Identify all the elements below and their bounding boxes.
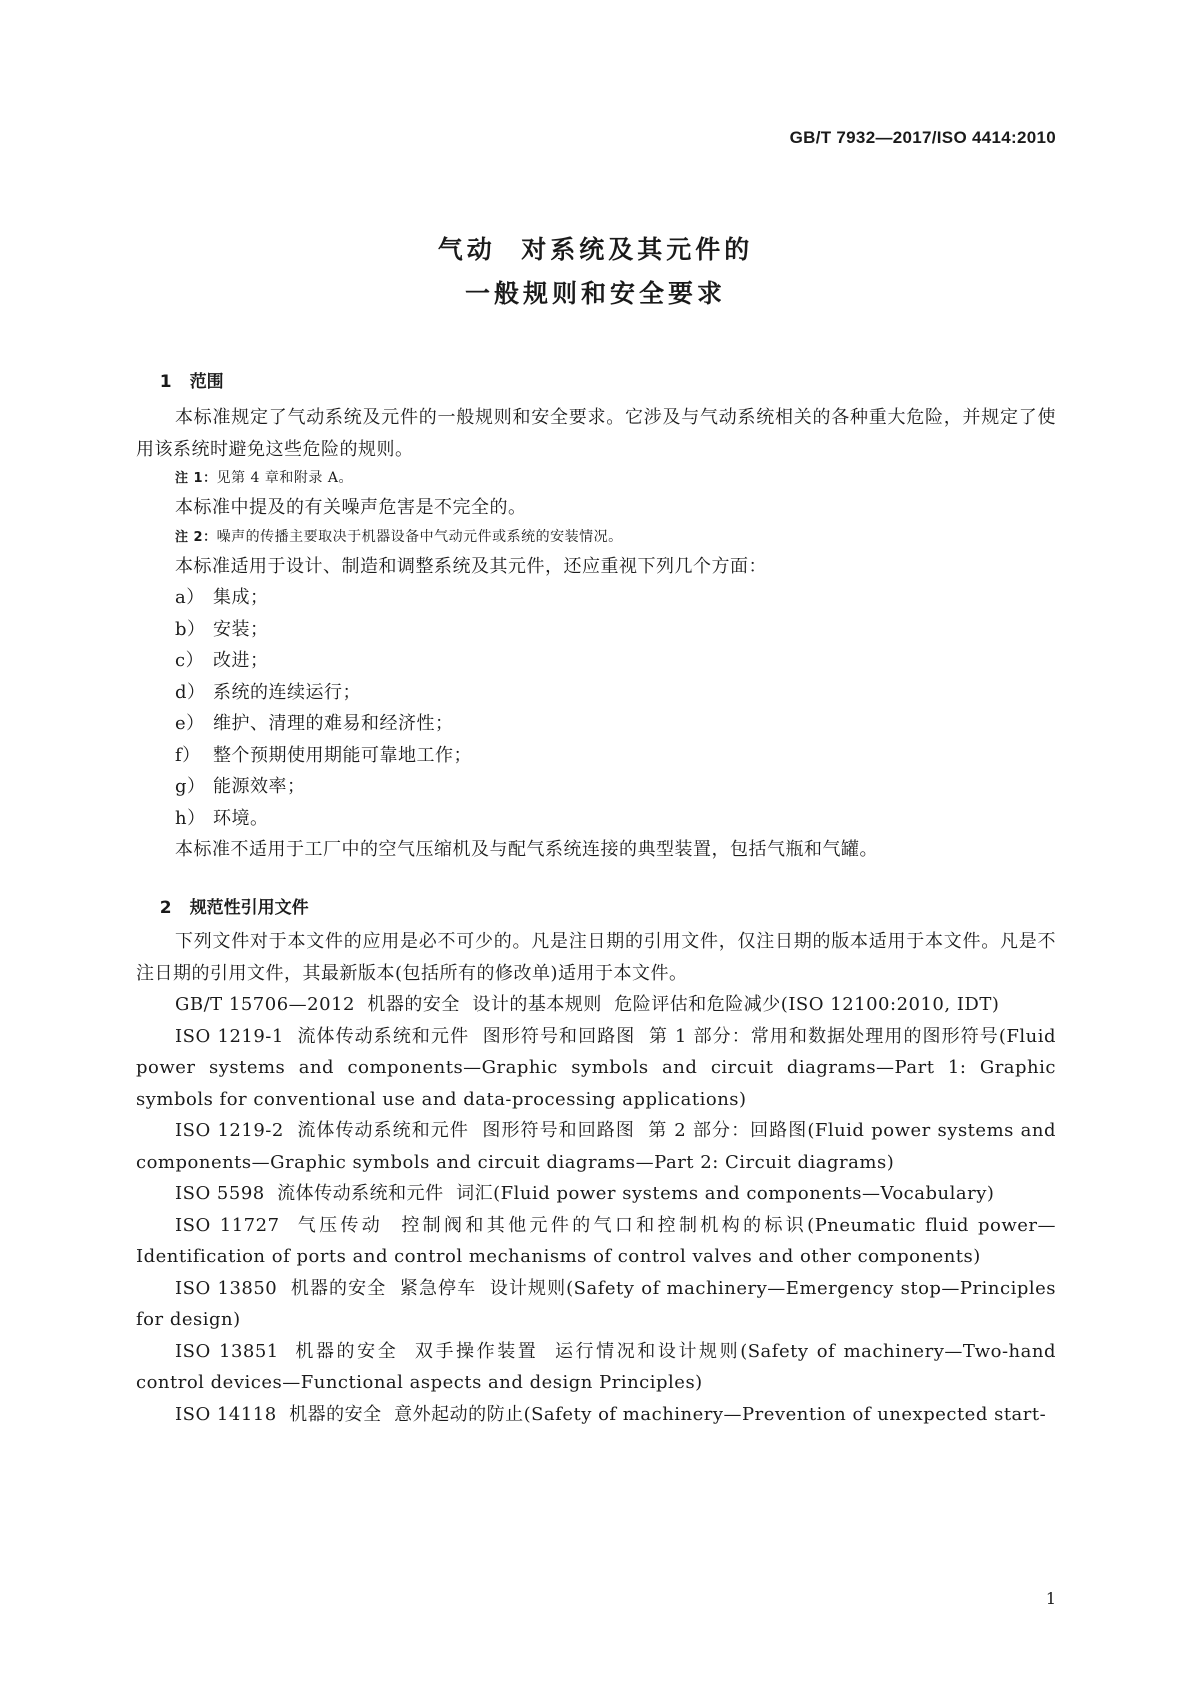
section-2-title: 规范性引用文件 <box>189 898 309 918</box>
scope-paragraph-2: 本标准中提及的有关噪声危害是不完全的。 <box>175 497 527 518</box>
reference-entry: ISO 1219-2 流体传动系统和元件 图形符号和回路图 第 2 部分：回路图(Fluid power systems and components—Graphic symbols and circuit diagrams—Part 2: Circuit diagrams) <box>136 1120 1063 1173</box>
reference-entry: ISO 14118 机器的安全 意外起动的防止(Safety of machinery—Prevention of unexpected start- <box>175 1403 1047 1425</box>
list-item <box>136 582 1056 614</box>
list-item <box>136 740 1056 772</box>
list-item <box>136 645 1056 677</box>
reference-entry: ISO 11727 气压传动 控制阀和其他元件的气口和控制机构的标识(Pneumatic fluid power—Identification of ports and control mechanisms of control valves and other components) <box>136 1214 1056 1267</box>
section-2-number: 2 <box>159 898 172 918</box>
section-1-title: 范围 <box>189 372 224 392</box>
list-item <box>136 803 1056 835</box>
section-1-number: 1 <box>159 372 172 392</box>
section-2-body <box>136 926 1063 1430</box>
list-marker: g） <box>175 776 206 797</box>
normative-intro: 下列文件对于本文件的应用是必不可少的。凡是注日期的引用文件，仅注日期的版本适用于本文件。凡是不注日期的引用文件，其最新版本(包括所有的修改单)适用于本文件。 <box>136 931 1056 984</box>
note-1-label: 注 1： <box>175 471 217 486</box>
note-1-text: 见第 4 章和附录 A。 <box>216 470 353 486</box>
list-text: 能源效率； <box>213 776 306 797</box>
list-marker: b） <box>175 618 206 640</box>
reference-entry: ISO 13851 机器的安全 双手操作装置 运行情况和设计规则(Safety of machinery—Two-hand control devices—Functional aspects and design Principles) <box>136 1340 1063 1393</box>
note-2 <box>136 524 1056 551</box>
note-1 <box>136 465 1056 492</box>
reference-entry: GB/T 15706—2012 机器的安全 设计的基本规则 危险评估和危险减少(ISO 12100:2010, IDT) <box>175 994 1000 1015</box>
list-marker: f） <box>175 744 201 766</box>
aspect-list <box>136 582 1056 834</box>
page-number: 1 <box>1045 1589 1056 1608</box>
reference-entry: ISO 13850 机器的安全 紧急停车 设计规则(Safety of machinery—Emergency stop—Principles for design) <box>136 1277 1063 1330</box>
list-item <box>136 771 1056 803</box>
scope-paragraph-4: 本标准不适用于工厂中的空气压缩机及与配气系统连接的典型装置，包括气瓶和气罐。 <box>175 839 878 860</box>
note-2-text: 噪声的传播主要取决于机器设备中气动元件或系统的安装情况。 <box>216 528 623 545</box>
standard-number-header: GB/T 7932—2017/ISO 4414:2010 <box>789 128 1056 147</box>
list-marker: e） <box>175 713 205 734</box>
list-marker: h） <box>175 807 206 829</box>
list-text: 安装； <box>213 618 269 640</box>
note-2-label: 注 2： <box>175 529 217 545</box>
list-text: 环境。 <box>213 807 269 829</box>
title-line-1: 气动 对系统及其元件的 <box>437 235 754 264</box>
list-text: 系统的连续运行； <box>213 681 361 703</box>
list-text: 改进； <box>213 650 269 671</box>
list-marker: c） <box>175 650 205 671</box>
list-marker: a） <box>175 587 205 608</box>
list-item <box>136 677 1056 709</box>
reference-entry: ISO 1219-1 流体传动系统和元件 图形符号和回路图 第 1 部分：常用和数据处理用的图形符号(Fluid power systems and components—Graphic symbols and circuit diagrams—Part 1: Graphic symbols for conventional use and data-processing applications) <box>136 1025 1063 1110</box>
reference-entry: ISO 5598 流体传动系统和元件 词汇(Fluid power systems and components—Vocabulary) <box>175 1183 995 1204</box>
scope-paragraph-3: 本标准适用于设计、制造和调整系统及其元件，还应重视下列几个方面： <box>175 555 767 577</box>
document-title <box>0 228 1191 316</box>
list-text: 集成； <box>213 587 269 608</box>
section-1-body <box>136 402 1056 866</box>
list-text: 整个预期使用期能可靠地工作； <box>213 744 472 766</box>
list-text: 维护、清理的难易和经济性； <box>213 713 454 734</box>
scope-paragraph-1: 本标准规定了气动系统及元件的一般规则和安全要求。它涉及与气动系统相关的各种重大危险，并规定了使用该系统时避免这些危险的规则。 <box>136 407 1056 460</box>
list-item <box>136 614 1056 646</box>
list-marker: d） <box>175 681 206 703</box>
list-item <box>136 708 1056 740</box>
title-line-2: 一般规则和安全要求 <box>464 279 726 308</box>
